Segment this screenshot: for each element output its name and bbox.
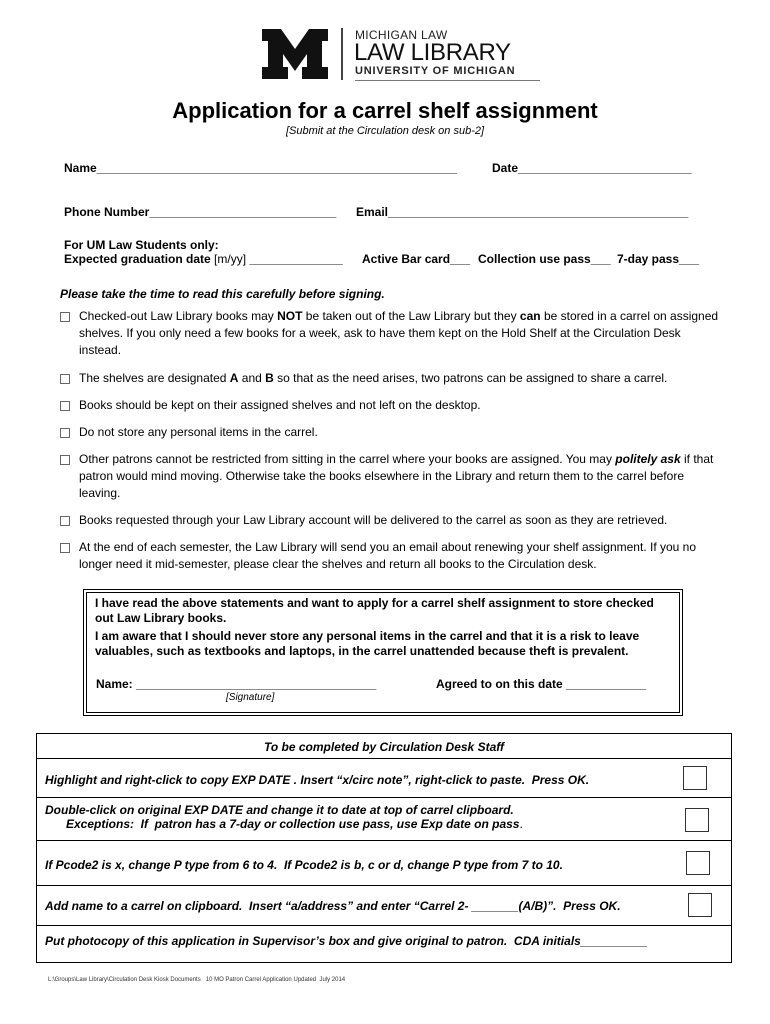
graduation-date-blank: ______________ [246,252,343,266]
staff-step-4: Add name to a carrel on clipboard. Insert “a/address” and enter “Carrel 2- _______(A/B)”. Press OK. [45,899,621,913]
staff-row-divider [36,885,732,886]
page-title: Application for a carrel shelf assignment [172,98,598,123]
rule-item: Other patrons cannot be restricted from sitting in the carrel where your books are assigned. You may politely ask if that patron would mind moving. Otherwise take the books elsewhere in the Library and return them to the carrel before leaving. [60,451,720,502]
rule-item: Checked-out Law Library books may NOT be taken out of the Law Library but they can be stored in a carrel on assigned shelves. If you only need a few books for a week, ask to have them kept on the Hold Shelf at the Circulation Desk instead. [60,308,720,359]
staff-step-3: If Pcode2 is x, change P type from 6 to 4. If Pcode2 is b, c or d, change P type from 7 to 10. [45,858,563,872]
signature-caption: [Signature] [226,692,275,703]
phone-field[interactable]: Phone Number____________________________ [64,205,337,219]
graduation-date-field[interactable] [64,252,343,266]
checkbox-icon [60,428,70,438]
rule-item: The shelves are designated A and B so that as the need arises, two patrons can be assigned to share a carrel. [60,370,720,387]
seven-day-pass-field[interactable]: 7-day pass___ [617,252,700,266]
law-library-block-m-logo [262,29,328,79]
active-bar-card-field[interactable]: Active Bar card___ [362,252,471,266]
rule-item: Books should be kept on their assigned shelves and not left on the desktop. [60,397,720,414]
staff-section [36,733,732,963]
staff-step-5: Put photocopy of this application in Supervisor’s box and give original to patron. CDA initials__________ [45,934,648,948]
staff-step-3-checkbox[interactable] [686,851,710,875]
date-field[interactable]: Date__________________________ [492,161,692,175]
logo-university: UNIVERSITY OF MICHIGAN [355,65,516,77]
staff-row-divider [36,797,732,798]
graduation-date-format: [m/yy] [214,252,247,266]
staff-step-1: Highlight and right-click to copy EXP DATE . Insert “x/circ note”, right-click to paste. Press OK. [45,773,590,787]
name-field[interactable]: Name______________________________________________________ [64,161,458,175]
collection-use-pass-field[interactable]: Collection use pass___ [478,252,611,266]
students-only-label: For UM Law Students only: [64,238,219,252]
logo-divider [341,28,343,80]
graduation-date-label: Expected graduation date [64,252,215,266]
email-field[interactable]: Email_____________________________________________ [356,205,689,219]
rule-item: Do not store any personal items in the carrel. [60,424,720,441]
logo-michigan-law: MICHIGAN LAW [355,28,448,42]
checkbox-icon [60,455,70,465]
staff-step-2: Double-click on original EXP DATE and change it to date at top of carrel clipboard. [45,803,514,817]
staff-section-header: To be completed by Circulation Desk Staff [263,740,505,754]
staff-step-2-exceptions: Exceptions: If patron has a 7-day or collection use pass, use Exp date on pass. [66,817,523,831]
staff-row-divider [36,840,732,841]
logo-underline [355,80,540,81]
checkbox-icon [60,401,70,411]
staff-row-divider [36,758,732,759]
checkbox-icon [60,374,70,384]
staff-step-1-checkbox[interactable] [683,766,707,790]
checkbox-icon [60,543,70,553]
agreement-statement-1: I have read the above statements and want to apply for a carrel shelf assignment to store checked out Law Library books. [95,596,654,625]
rule-item: At the end of each semester, the Law Library will send you an email about renewing your shelf assignment. If you no longer need it mid-semester, please clear the shelves and return all books to the Circulation desk. [60,539,720,573]
signature-name-field[interactable]: Name: ____________________________________ [96,677,377,691]
page-subtitle: [Submit at the Circulation desk on sub-2] [285,125,485,137]
rule-item: Books requested through your Law Library account will be delivered to the carrel as soon as they are retrieved. [60,512,720,529]
logo-law-library: LAW LIBRARY [354,39,511,66]
staff-step-2-checkbox[interactable] [685,808,709,832]
read-carefully-note: Please take the time to read this carefully before signing. [60,287,385,301]
staff-row-divider [36,925,732,926]
checkbox-icon [60,312,70,322]
agreement-statement-2: I am aware that I should never store any personal items in the carrel and that it is a risk to leave valuables, such as textbooks and laptops, in the carrel unattended because theft is prevalent. [95,629,640,658]
agreed-date-field[interactable]: Agreed to on this date ____________ [436,677,647,691]
document-path-footer: L:\Groups\Law Library\Circulation Desk Kiosk Documents 10 MO Patron Carrel Application Updated July 2014 [48,977,346,983]
checkbox-icon [60,516,70,526]
staff-step-4-checkbox[interactable] [688,893,712,917]
